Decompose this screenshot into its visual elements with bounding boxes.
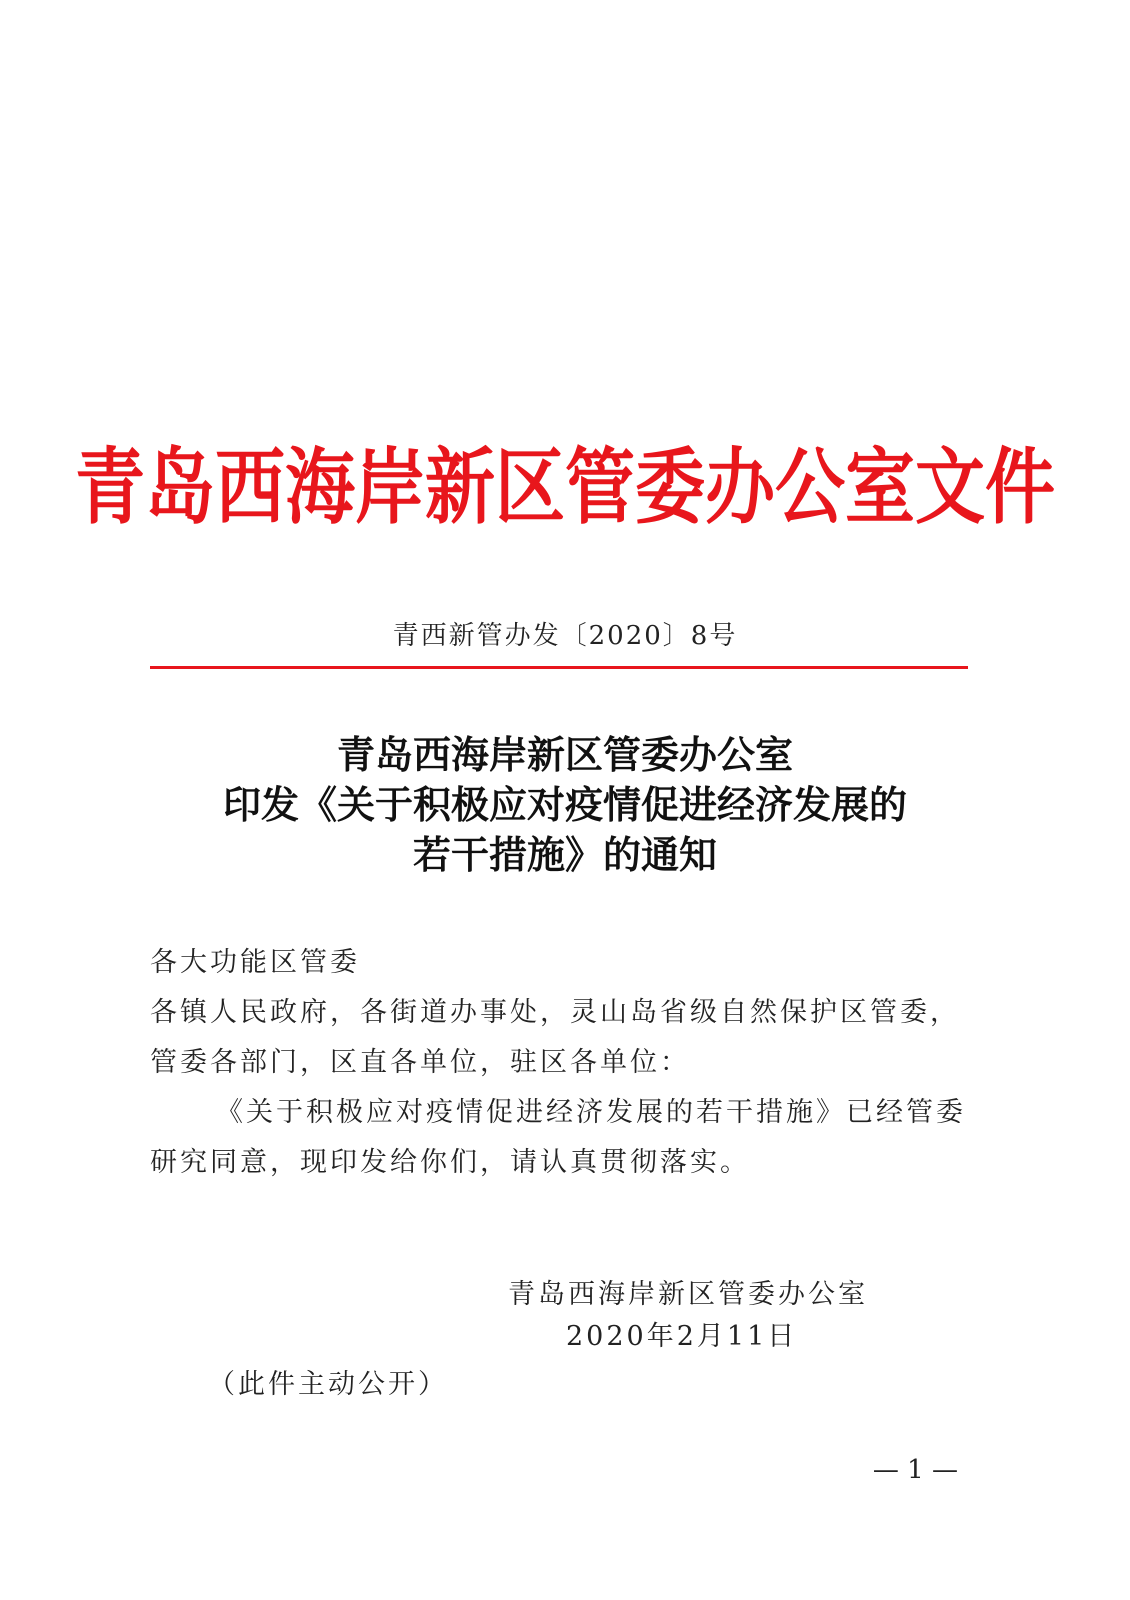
page-number: — 1 —	[872, 1455, 958, 1485]
document-number: 青西新管办发〔2020〕8号	[392, 621, 738, 651]
title-line-1: 青岛西海岸新区管委办公室	[336, 732, 793, 777]
body-paragraph-line-2: 研究同意，现印发给你们，请认真贯彻落实。	[150, 1147, 750, 1178]
signature-issuer: 青岛西海岸新区管委办公室	[508, 1279, 868, 1310]
document-masthead: 青岛西海岸新区管委办公室文件	[75, 437, 1055, 536]
signature-date: 2020年2月11日	[566, 1321, 798, 1352]
title-line-3: 若干措施》的通知	[412, 832, 717, 877]
recipients-line-2: 各镇人民政府，各街道办事处，灵山岛省级自然保护区管委，	[150, 997, 960, 1028]
red-separator-line	[150, 666, 968, 669]
body-paragraph-line-1: 《关于积极应对疫情促进经济发展的若干措施》已经管委	[216, 1097, 966, 1128]
title-line-2: 印发《关于积极应对疫情促进经济发展的	[222, 782, 907, 827]
document-title	[0, 730, 1130, 880]
disclosure-note: （此件主动公开）	[208, 1369, 448, 1400]
recipients-line-3: 管委各部门，区直各单位，驻区各单位：	[150, 1047, 690, 1078]
recipients-line-1: 各大功能区管委	[150, 947, 360, 978]
